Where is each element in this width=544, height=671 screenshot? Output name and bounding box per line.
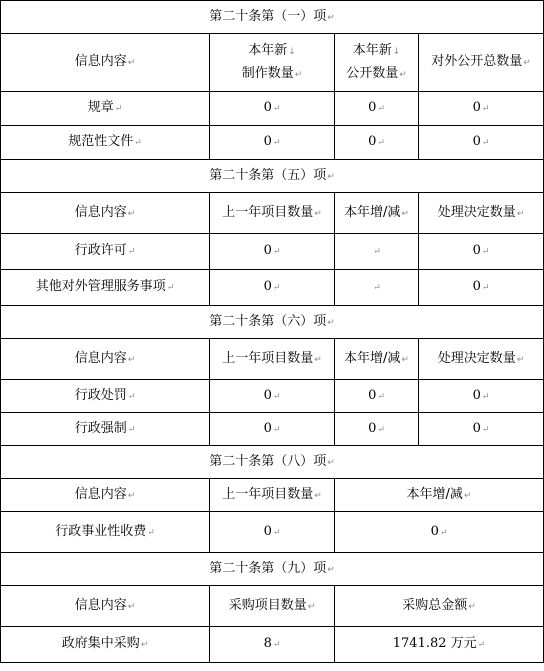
section-title: 第二十条第（一）项↵: [1, 1, 544, 34]
header-row: [1, 586, 544, 627]
row-value: 0↵: [335, 512, 544, 553]
section-title: 第二十条第（八）项↵: [1, 446, 544, 479]
section-title: 第二十条第（五）项↵: [1, 160, 544, 193]
row-label: 其他对外管理服务事项↵: [1, 270, 210, 306]
header-prev-year-count: 上一年项目数量↵: [210, 193, 335, 234]
row-value: 0↵: [335, 92, 419, 126]
row-label: 行政事业性收费↵: [1, 512, 210, 553]
header-row: [1, 339, 544, 380]
section-title: 第二十条第（六）项↵: [1, 306, 544, 339]
row-value: 0↵: [419, 270, 544, 306]
header-year-change: 本年增/减↵: [335, 479, 544, 512]
row-value: 0↵: [210, 380, 335, 413]
table-row: [1, 234, 544, 270]
section-title-row: [1, 160, 544, 193]
header-prev-year-count: 上一年项目数量↵: [210, 339, 335, 380]
row-value: 0↵: [419, 92, 544, 126]
header-row: [1, 34, 544, 92]
row-value: 0↵: [335, 126, 419, 160]
row-value: 0↵: [210, 512, 335, 553]
header-info-content: 信息内容↵: [1, 479, 210, 512]
table-row: [1, 512, 544, 553]
row-value: 8↵: [210, 627, 335, 663]
header-info-content: 信息内容↵: [1, 34, 210, 92]
header-info-content: 信息内容↵: [1, 193, 210, 234]
header-info-content: 信息内容↵: [1, 339, 210, 380]
section-title-row: [1, 446, 544, 479]
row-label: 行政处罚↵: [1, 380, 210, 413]
row-label: 规范性文件↵: [1, 126, 210, 160]
row-value: 0↵: [210, 92, 335, 126]
row-value: 0↵: [419, 413, 544, 446]
row-value: ↵: [335, 234, 419, 270]
row-value: 0↵: [210, 126, 335, 160]
header-info-content: 信息内容↵: [1, 586, 210, 627]
row-label: 行政强制↵: [1, 413, 210, 446]
header-decision-count: 处理决定数量↵: [419, 339, 544, 380]
table-row: [1, 413, 544, 446]
row-value: 0↵: [419, 234, 544, 270]
table-row: [1, 92, 544, 126]
table-row: [1, 126, 544, 160]
row-value: 0↵: [335, 380, 419, 413]
row-value: 0↵: [419, 380, 544, 413]
row-value: ↵: [335, 270, 419, 306]
header-row: [1, 479, 544, 512]
table-row: [1, 627, 544, 663]
section-title-row: [1, 306, 544, 339]
header-decision-count: 处理决定数量↵: [419, 193, 544, 234]
header-row: [1, 193, 544, 234]
header-new-published-count: 本年新↓ 公开数量↵: [335, 34, 419, 92]
row-value: 0↵: [210, 413, 335, 446]
header-year-change: 本年增/减↵: [335, 193, 419, 234]
header-procurement-count: 采购项目数量↵: [210, 586, 335, 627]
row-value: 0↵: [210, 234, 335, 270]
section-title-row: [1, 553, 544, 586]
section-title: 第二十条第（九）项↵: [1, 553, 544, 586]
header-procurement-total: 采购总金额↵: [335, 586, 544, 627]
header-total-published-count: 对外公开总数量↵: [419, 34, 544, 92]
table-row: [1, 380, 544, 413]
row-label: 政府集中采购↵: [1, 627, 210, 663]
row-label: 行政许可↵: [1, 234, 210, 270]
table-row: [1, 270, 544, 306]
row-value: 0↵: [335, 413, 419, 446]
header-year-change: 本年增/减↵: [335, 339, 419, 380]
row-value: 0↵: [210, 270, 335, 306]
row-label: 规章↵: [1, 92, 210, 126]
row-value: 1741.82 万元↵: [335, 627, 544, 663]
row-value: 0↵: [419, 126, 544, 160]
header-new-created-count: 本年新↓ 制作数量↵: [210, 34, 335, 92]
section-title-row: [1, 1, 544, 34]
header-prev-year-count: 上一年项目数量↵: [210, 479, 335, 512]
